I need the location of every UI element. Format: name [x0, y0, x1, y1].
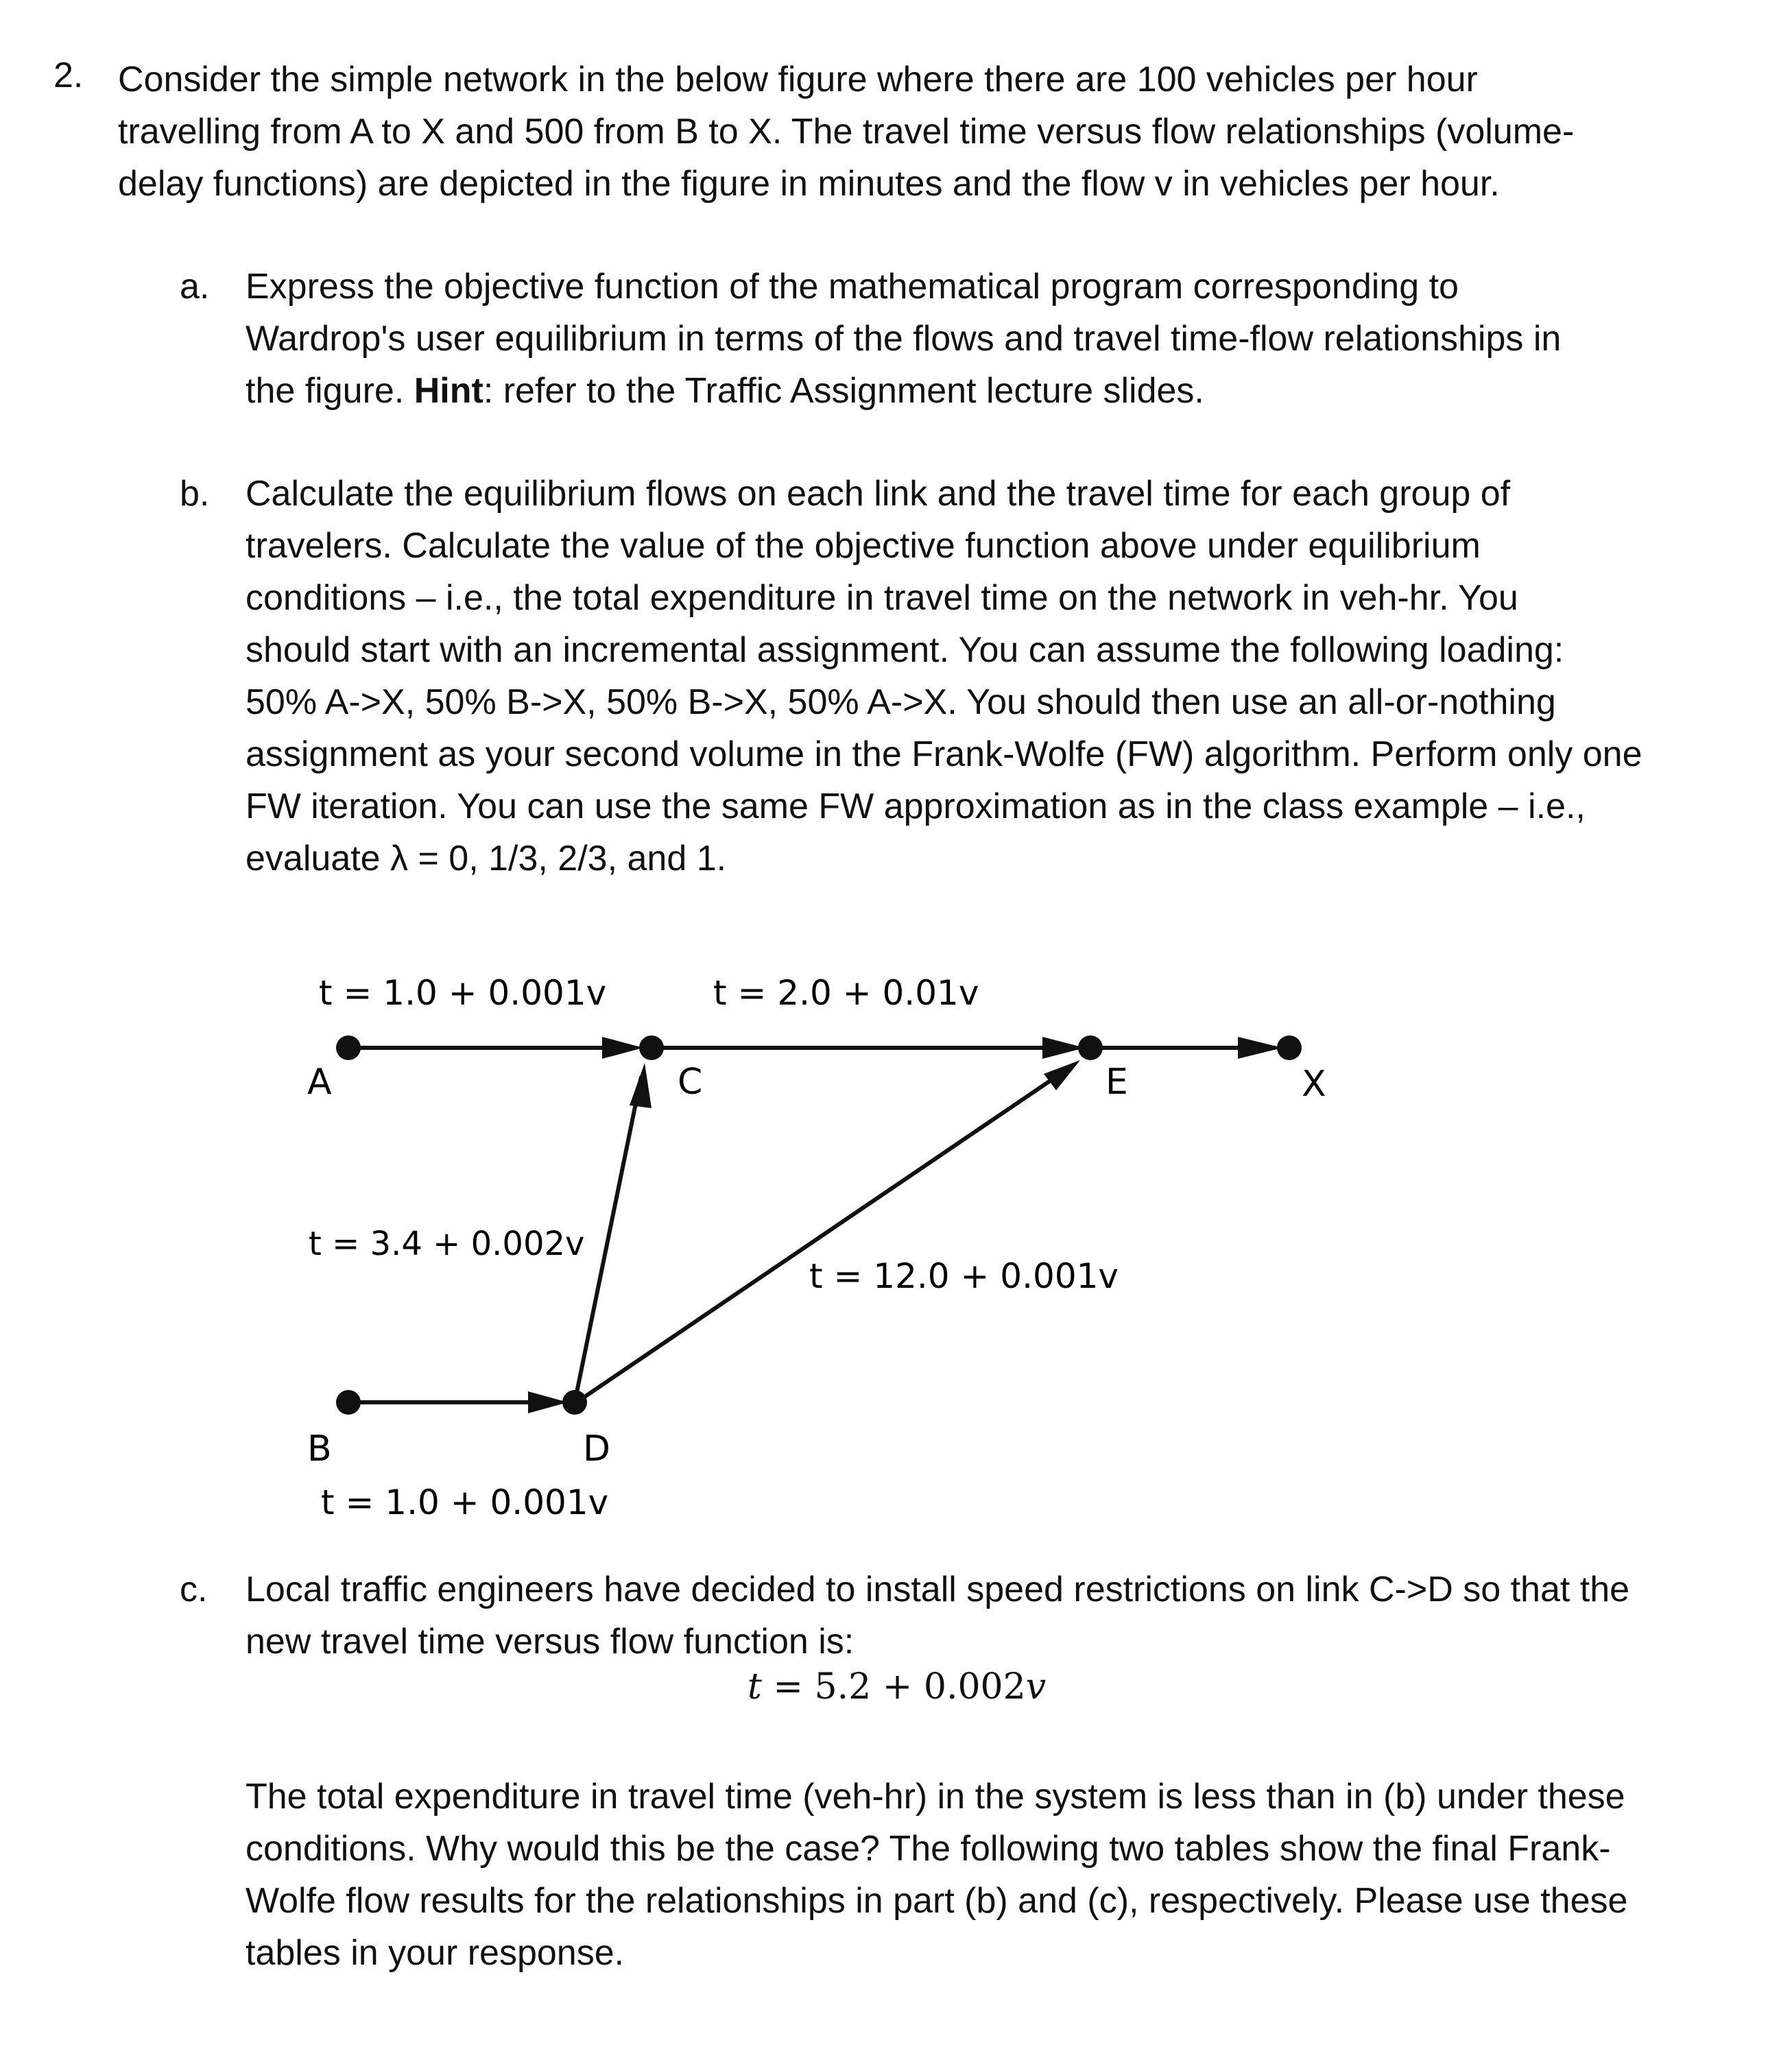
node-d: [562, 1390, 587, 1415]
part-b-line: 50% A->X, 50% B->X, 50% B->X, 50% A->X. You should then use an all-or-nothing: [246, 682, 1556, 722]
link-d-e: [580, 1070, 1066, 1400]
arrow-a-c: [602, 1037, 643, 1059]
question-number: 2.: [53, 56, 84, 95]
part-b-line: conditions – i.e., the total expenditure in travel time on the network in veh-hr. You: [246, 578, 1518, 618]
part-a-line: Wardrop's user equilibrium in terms of the flows and travel time-flow relationships in: [246, 319, 1562, 359]
part-c-line: Wolfe flow results for the relationships in part (b) and (c), respectively. Please use these: [246, 1881, 1628, 1921]
part-b-label: b.: [180, 474, 210, 514]
part-c-body-top: [246, 1563, 1699, 1668]
link-d-c: [575, 1077, 641, 1402]
equation-var: v: [1025, 1666, 1047, 1707]
part-b-line: evaluate λ = 0, 1/3, 2/3, and 1.: [246, 839, 727, 878]
part-a-label: a.: [180, 267, 210, 307]
node-b: [336, 1390, 361, 1415]
arrow-d-c: [630, 1063, 652, 1108]
node-x: [1277, 1035, 1302, 1060]
intro-line: delay functions) are depicted in the figure in minutes and the flow v in vehicles per hour.: [118, 164, 1500, 204]
link-label-d-c: t = 3.4 + 0.002v: [309, 1225, 585, 1263]
node-a: [336, 1035, 361, 1060]
part-b-line: travelers. Calculate the value of the objective function above under equilibrium: [246, 526, 1481, 566]
part-c-line: tables in your response.: [246, 1933, 625, 1973]
node-label-a: A: [307, 1062, 332, 1103]
arrow-d-e: [1044, 1060, 1080, 1090]
part-a-line3-suffix: : refer to the Traffic Assignment lecture slides.: [483, 371, 1204, 411]
part-c-line: conditions. Why would this be the case? The following two tables show the final Frank-: [246, 1829, 1611, 1869]
part-c-line: The total expenditure in travel time (veh-hr) in the system is less than in (b) under these: [246, 1777, 1625, 1817]
part-b-line: FW iteration. You can use the same FW approximation as in the class example – i.e.,: [246, 787, 1586, 826]
equation-rhs: = 5.2 + 0.002: [761, 1666, 1026, 1707]
part-a-line3-prefix: the figure.: [246, 371, 414, 411]
node-c: [639, 1035, 664, 1060]
node-label-d: D: [583, 1428, 611, 1470]
part-b-line: should start with an incremental assignment. You can assume the following loading:: [246, 630, 1564, 670]
part-b-line: assignment as your second volume in the Frank-Wolfe (FW) algorithm. Perform only one: [246, 734, 1642, 774]
node-label-c: C: [678, 1062, 703, 1103]
part-c-body-bottom: [246, 1771, 1699, 1979]
node-label-x: X: [1302, 1064, 1326, 1105]
link-label-d-e: t = 12.0 + 0.001v: [809, 1256, 1119, 1296]
intro-line: travelling from A to X and 500 from B to X. The travel time versus flow relationships (volume-: [118, 112, 1575, 152]
arrow-e-x: [1238, 1037, 1282, 1059]
node-e: [1078, 1035, 1103, 1060]
part-c-label: c.: [180, 1570, 208, 1609]
intro-line: Consider the simple network in the below figure where there are 100 vehicles per hour: [118, 60, 1478, 99]
node-label-e: E: [1106, 1062, 1128, 1103]
link-label-b-d: t = 1.0 + 0.001v: [321, 1483, 609, 1522]
link-label-a-c: t = 1.0 + 0.001v: [319, 973, 607, 1013]
part-a-line: Express the objective function of the mathematical program corresponding to: [246, 267, 1459, 307]
arrow-b-d: [528, 1391, 568, 1413]
node-label-b: B: [307, 1428, 332, 1470]
link-label-c-e: t = 2.0 + 0.01v: [713, 973, 979, 1013]
equation-lhs: t: [748, 1666, 762, 1707]
hint-label: Hint: [414, 371, 483, 411]
part-c-line: Local traffic engineers have decided to install speed restrictions on link C->D so that the: [246, 1570, 1630, 1609]
part-b-line: Calculate the equilibrium flows on each link and the travel time for each group of: [246, 474, 1511, 514]
part-c-line: new travel time versus flow function is:: [246, 1622, 855, 1662]
speed-restriction-equation: [748, 1666, 1046, 1707]
